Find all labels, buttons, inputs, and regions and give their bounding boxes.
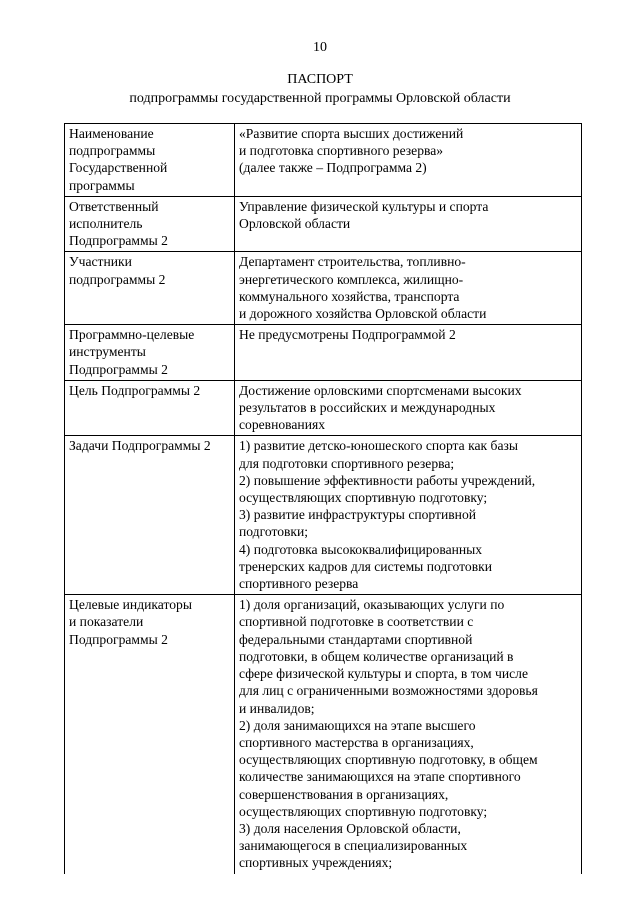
page-number: 10 [313,40,327,55]
row-value-cell [235,380,582,436]
table-row [65,252,582,325]
table-row [65,124,582,197]
table-row [65,196,582,252]
row-label: Ответственный исполнитель Подпрограммы 2 [69,198,168,249]
document-title: ПАСПОРТ [287,72,353,87]
row-label: Программно-целевые инструменты Подпрограммы 2 [69,327,195,377]
row-label-cell [65,380,235,436]
row-label: Задачи Подпрограммы 2 [69,438,211,454]
document-subtitle: подпрограммы государственной программы Орловской области [129,91,511,106]
passport-table [64,123,582,874]
row-label-cell [65,196,235,252]
row-label: Цель Подпрограммы 2 [69,382,201,398]
row-label-cell [65,252,235,325]
row-label-cell [65,124,235,197]
row-value: Департамент строительства, топливно- энергетического комплекса, жилищно- коммунального хозяйства, транспорта и дорожного хозяйства Орловской области [239,254,487,322]
row-label: Целевые индикаторы и показатели Подпрограммы 2 [69,597,192,647]
row-value: Управление физической культуры и спорта Орловской области [239,198,489,232]
row-value-cell [235,196,582,252]
row-value: 1) развитие детско-юношеского спорта как базы для подготовки спортивного резерва; 2) повышение эффективности работы учреждений, осуществляющих спортивную подготовку; 3) развитие инфраструктуры спортивной подготовки; 4) подготовка высококвалифицированных тренерских кадров для системы подготовки спортивного резерва [239,438,536,592]
row-value: Достижение орловскими спортсменами высоких результатов в российских и международных соревнованиях [239,382,522,433]
row-value-cell [235,436,582,595]
row-value-cell [235,124,582,197]
row-value-cell [235,595,582,874]
table-row [65,325,582,381]
row-value: 1) доля организаций, оказывающих услуги по спортивной подготовке в соответствии с федеральными стандартами спортивной подготовки, в общем количестве организаций в сфере физической культуры и спорта, в том числе для лиц с ограниченными возможностями здоровья и инвалидов; 2) доля занимающихся на этапе высшего спортивного мастерства в организациях, осуществляющих спортивную подготовку, в общем количестве занимающихся на этапе спортивного совершенствования в организациях, осуществляющих спортивную подготовку; 3) доля населения Орловской области, занимающегося в специализированных спортивных учреждениях; [239,597,538,871]
table-row [65,436,582,595]
table-row [65,595,582,874]
row-label-cell [65,595,235,874]
row-label-cell [65,325,235,381]
row-label-cell [65,436,235,595]
row-label: Участники подпрограммы 2 [69,254,166,287]
row-value-cell [235,325,582,381]
row-value: Не предусмотрены Подпрограммой 2 [239,327,456,343]
table-row [65,380,582,436]
row-value: «Развитие спорта высших достижений и подготовка спортивного резерва» (далее также – Подпрограмма 2) [239,126,464,176]
row-value-cell [235,252,582,325]
row-label: Наименование подпрограммы Государственной программы [69,126,168,193]
